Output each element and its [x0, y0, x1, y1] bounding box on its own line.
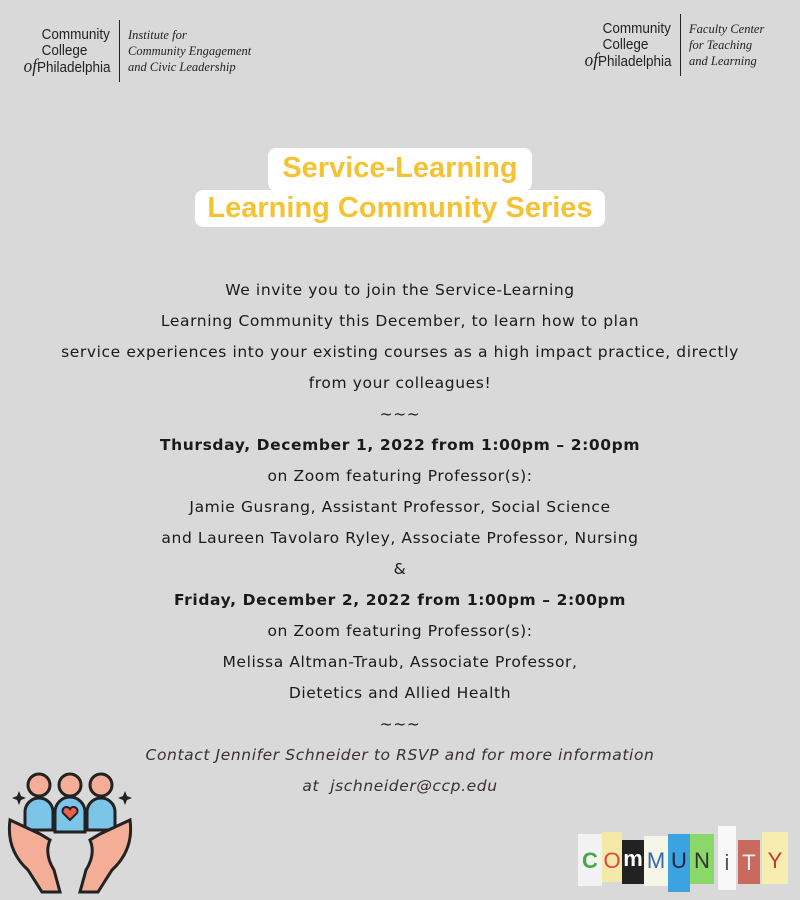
- community-letter: N: [694, 848, 710, 873]
- logo-text: College: [602, 35, 649, 53]
- dept-text: for Teaching: [689, 38, 753, 52]
- dept-text: Community Engagement: [128, 44, 252, 58]
- community-letter: C: [582, 848, 598, 873]
- logo-text: College: [41, 41, 88, 59]
- logo-text: Philadelphia: [597, 52, 672, 70]
- community-letter: i: [724, 850, 730, 875]
- dept-text: and Learning: [689, 54, 757, 68]
- community-letter: m: [623, 846, 643, 871]
- session-2-venue: on Zoom featuring Professor(s):: [267, 622, 533, 640]
- intro-line: service experiences into your existing courses as a high impact practice, directly: [61, 343, 739, 361]
- ccp-institute-logo: [14, 20, 251, 82]
- separator: ~~~: [379, 715, 421, 733]
- logo-text: of: [584, 49, 598, 71]
- community-sticky-notes-image: [578, 826, 793, 896]
- ccp-wordmark: [24, 27, 111, 76]
- community-letter: M: [646, 848, 666, 873]
- intro-line: from your colleagues!: [308, 374, 492, 392]
- invitation-body: [0, 275, 800, 802]
- logo-divider: [119, 20, 121, 82]
- logo-text: Philadelphia: [36, 58, 111, 76]
- title-text: Service-Learning: [268, 148, 531, 191]
- title-text: Learning Community Series: [195, 190, 604, 227]
- intro-line: We invite you to join the Service-Learning: [225, 281, 575, 299]
- ampersand: &: [393, 560, 407, 578]
- ccp-faculty-center-logo: [575, 14, 764, 76]
- community-letter: T: [742, 850, 756, 875]
- community-letter: U: [671, 848, 687, 873]
- community-letter: O: [603, 848, 621, 873]
- logo-divider: [680, 14, 682, 76]
- title-line-1: [0, 148, 800, 191]
- session-1-speaker: Jamie Gusrang, Assistant Professor, Social Science: [189, 498, 611, 516]
- separator: ~~~: [379, 405, 421, 423]
- contact-email[interactable]: at jschneider@ccp.edu: [302, 777, 498, 795]
- session-1-speaker: and Laureen Tavolaro Ryley, Associate Professor, Nursing: [161, 529, 639, 547]
- session-1-venue: on Zoom featuring Professor(s):: [267, 467, 533, 485]
- session-2-date: Friday, December 2, 2022 from 1:00pm – 2:00pm: [173, 591, 627, 609]
- session-1-date: Thursday, December 1, 2022 from 1:00pm – 2:00pm: [159, 436, 641, 454]
- title-line-2: [0, 190, 800, 227]
- logo-text: of: [23, 55, 37, 77]
- session-2-speaker: Melissa Altman-Traub, Associate Professor,: [222, 653, 578, 671]
- intro-line: Learning Community this December, to learn how to plan: [160, 312, 640, 330]
- dept-text: Institute for: [128, 28, 187, 42]
- ccp-wordmark: [585, 21, 672, 70]
- community-hands-heart-icon: [5, 770, 135, 895]
- community-letter: Y: [767, 848, 783, 873]
- contact-text: Contact Jennifer Schneider to RSVP and for more information: [145, 746, 655, 764]
- logo-text: Community: [41, 25, 110, 43]
- dept-text: Faculty Center: [689, 22, 765, 36]
- dept-text: and Civic Leadership: [128, 60, 236, 74]
- logo-text: Community: [602, 19, 671, 37]
- session-2-speaker: Dietetics and Allied Health: [288, 684, 512, 702]
